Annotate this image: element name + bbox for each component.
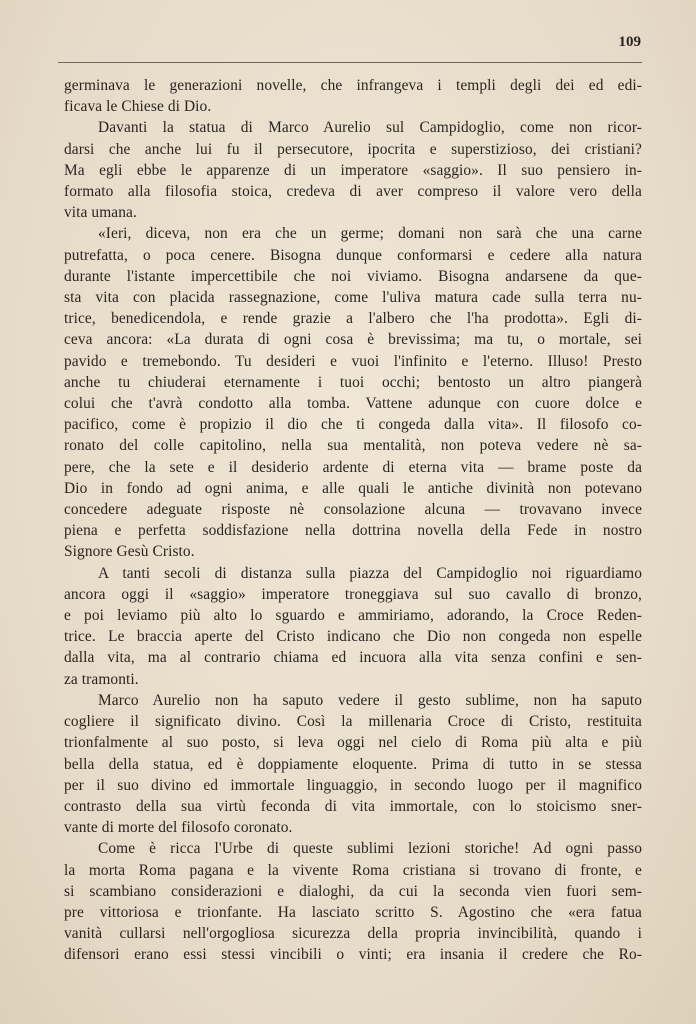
paragraph (64, 75, 642, 117)
text-line: e poi leviamo più alto lo sguardo e ammiriamo, adorando, la Croce Reden- (64, 607, 642, 625)
text-line: trionfalmente al suo posto, si leva oggi nel cielo di Roma più alta e più (64, 734, 642, 752)
text-line: ancora oggi il «saggio» imperatore troneggiava sul suo cavallo di bronzo, (64, 585, 642, 603)
text-line: contrasto della sua virtù feconda di vita immortale, con lo stoicismo sner- (64, 797, 642, 815)
text-line: za tramonti. (64, 670, 139, 688)
text-line: cogliere il significato divino. Così la millenaria Croce di Cristo, restituita (64, 713, 642, 731)
text-line: difensori erano essi stessi vincibili o vinti; era insania il credere che Ro- (64, 946, 642, 964)
text-line: trice. Le braccia aperte del Cristo indicano che Dio non congeda non espelle (64, 628, 642, 646)
paragraph (64, 690, 642, 838)
text-line: dalla vita, ma al contrario chiama ed incuora alla vita senza confini e sen- (64, 649, 642, 667)
header-rule (58, 62, 642, 63)
text-line: colui che t'avrà condotto alla tomba. Vattene adunque con cuore dolce e (64, 395, 642, 413)
text-line: vanità cullarsi nell'orgogliosa sicurezza della propria invincibilità, quando i (64, 925, 642, 943)
text-line: pacifico, come è propizio il dio che ti congeda dalla vita». Il filosofo co- (64, 416, 642, 434)
text-line: pere, che la sete e il desiderio ardente di eterna vita — brame poste da (64, 458, 642, 476)
text-line: trice, benedicendola, e rende grazie a l'albero che l'ha prodotta». Egli di- (64, 310, 642, 328)
text-line: piena e perfetta soddisfazione nella dottrina novella della Fede in nostro (64, 522, 642, 540)
text-line: germinava le generazioni novelle, che infrangeva i templi degli dei ed edi- (64, 77, 642, 94)
text-line: si scambiano considerazioni e dialoghi, da cui la seconda vien fuori sem- (64, 882, 642, 900)
text-line: sta vita con placida rassegnazione, come l'uliva matura cade sulla terra nu- (64, 289, 642, 307)
text-line: vita umana. (64, 204, 137, 222)
text-line: formato alla filosofia stoica, credeva di aver compreso il valore vero della (64, 183, 642, 201)
text-line: «Ieri, diceva, non era che un germe; domani non sarà che una carne (98, 225, 642, 243)
body-text (64, 75, 642, 966)
text-line: la morta Roma pagana e la vivente Roma cristiana si trovano di fronte, e (64, 861, 642, 879)
text-line: Signore Gesù Cristo. (64, 543, 195, 561)
text-line: concedere adeguate risposte nè consolazione alcuna — trovavano invece (64, 501, 642, 519)
text-line: ceva ancora: «La durata di ogni cosa è brevissima; ma tu, o mortale, sei (64, 331, 642, 349)
text-line: Davanti la statua di Marco Aurelio sul Campidoglio, come non ricor- (98, 119, 642, 137)
text-line: ficava le Chiese di Dio. (64, 98, 212, 116)
text-line: pavido e tremebondo. Tu desideri e vuoi l'infinito e l'eterno. Illuso! Presto (64, 352, 642, 370)
paragraph (64, 117, 642, 223)
paragraph (64, 223, 642, 562)
text-line: Marco Aurelio non ha saputo vedere il gesto sublime, non ha saputo (98, 691, 642, 709)
text-line: Come è ricca l'Urbe di queste sublimi lezioni storiche! Ad ogni passo (98, 840, 642, 858)
text-line: bella della statua, ed è doppiamente eloquente. Prima di tutto in se stessa (64, 755, 642, 773)
page-number: 109 (618, 34, 641, 50)
text-line: Ma egli ebbe le apparenze di un imperatore «saggio». Il suo pensiero in- (64, 161, 642, 179)
text-line: putrefatta, o poca cenere. Bisogna dunque conformarsi e cedere alla natura (64, 246, 642, 264)
paragraph (64, 838, 642, 965)
text-line: anche tu chiuderai eternamente i tuoi occhi; bentosto un altro piangerà (64, 373, 642, 391)
text-line: A tanti secoli di distanza sulla piazza del Campidoglio noi riguardiamo (98, 564, 642, 582)
text-line: Dio in fondo ad ogni anima, e alle quali le antiche divinità non potevano (64, 479, 642, 497)
text-line: per il suo divino ed immortale linguaggio, in secondo luogo per il magnifico (64, 776, 642, 794)
text-line: pre vittoriosa e trionfante. Ha lasciato scritto S. Agostino che «era fatua (64, 903, 642, 921)
paragraph (64, 563, 642, 690)
text-line: durante l'istante impercettibile che noi viviamo. Bisogna andarsene da que- (64, 267, 642, 285)
text-line: vante di morte del filosofo coronato. (64, 819, 293, 837)
text-line: ronato del colle capitolino, nella sua mentalità, non poteva vedere nè sa- (64, 437, 642, 455)
text-line: darsi che anche lui fu il persecutore, ipocrita e superstizioso, dei cristiani? (64, 140, 642, 158)
